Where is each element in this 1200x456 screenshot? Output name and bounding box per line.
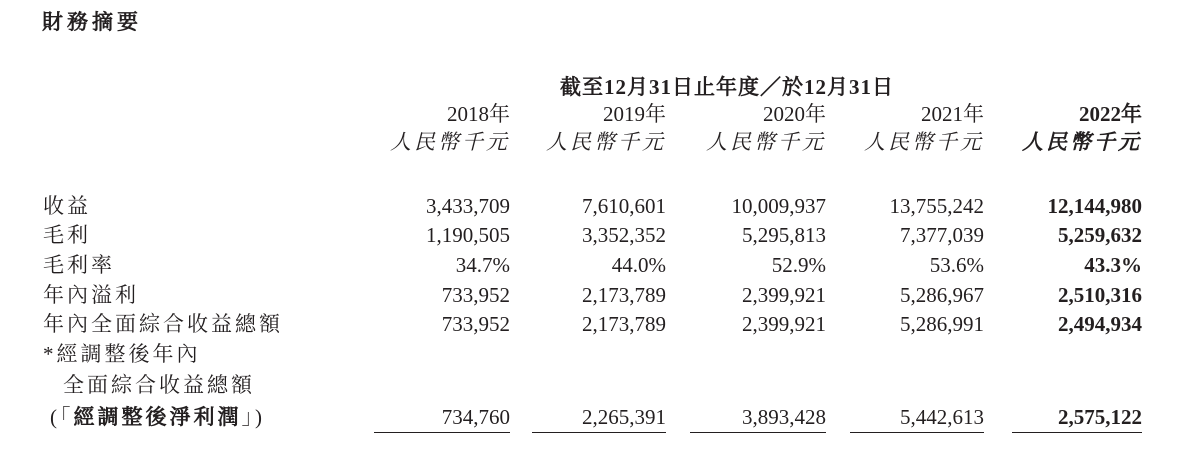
underline-2022 — [1012, 432, 1142, 433]
row-label-adjusted-line2: 全面綜合收益總額 — [63, 373, 255, 397]
year-label: 2018年 — [447, 102, 510, 126]
cell-revenue-2019: 7,610,601 — [582, 194, 666, 218]
underline-2020 — [690, 432, 826, 433]
unit-label: 人民幣千元 — [864, 130, 984, 154]
cell-revenue-2020: 10,009,937 — [731, 194, 826, 218]
period-header: 截至12月31日止年度／於12月31日 — [560, 75, 894, 99]
cell-profit-2019: 2,173,789 — [582, 283, 666, 307]
cell-adjusted-2022: 2,575,122 — [1058, 405, 1142, 429]
cell-gross-profit-2019: 3,352,352 — [582, 223, 666, 247]
cell-total-income-2019: 2,173,789 — [582, 312, 666, 336]
cell-gross-margin-2021: 53.6% — [929, 253, 984, 277]
cell-gross-profit-2018: 1,190,505 — [426, 223, 510, 247]
cell-total-income-2022: 2,494,934 — [1058, 312, 1142, 336]
underline-2019 — [532, 432, 666, 433]
underline-2021 — [850, 432, 984, 433]
cell-gross-margin-2019: 44.0% — [611, 253, 666, 277]
cell-adjusted-2019: 2,265,391 — [582, 405, 666, 429]
year-label: 2022年 — [1079, 102, 1142, 126]
year-label: 2021年 — [921, 102, 984, 126]
row-label-adjusted-line3 — [50, 404, 265, 430]
row-label-total-comprehensive-income: 年內全面綜合收益總額 — [43, 312, 283, 336]
unit-label: 人民幣千元 — [390, 130, 510, 154]
cell-total-income-2021: 5,286,991 — [900, 312, 984, 336]
bracket-open: (「 — [50, 405, 74, 429]
row-label-profit-for-year: 年內溢利 — [43, 283, 139, 307]
year-label: 2020年 — [763, 102, 826, 126]
column-header-2018 — [390, 100, 510, 156]
cell-revenue-2018: 3,433,709 — [426, 194, 510, 218]
year-label: 2019年 — [603, 102, 666, 126]
bracket-close: 」) — [241, 405, 265, 429]
cell-revenue-2022: 12,144,980 — [1047, 194, 1142, 218]
cell-profit-2020: 2,399,921 — [742, 283, 826, 307]
cell-revenue-2021: 13,755,242 — [889, 194, 984, 218]
column-header-2021 — [864, 100, 984, 156]
underline-2018 — [374, 432, 510, 433]
cell-profit-2018: 733,952 — [441, 283, 510, 307]
cell-gross-margin-2018: 34.7% — [455, 253, 510, 277]
column-header-2022 — [1022, 100, 1142, 156]
unit-label: 人民幣千元 — [1022, 130, 1142, 154]
row-label-adjusted-line1: *經調整後年內 — [43, 342, 201, 366]
row-label-gross-margin: 毛利率 — [43, 253, 115, 277]
cell-gross-profit-2022: 5,259,632 — [1058, 223, 1142, 247]
cell-adjusted-2021: 5,442,613 — [900, 405, 984, 429]
adjusted-net-profit-label: 經調整後淨利潤 — [73, 405, 242, 429]
cell-adjusted-2020: 3,893,428 — [742, 405, 826, 429]
unit-label: 人民幣千元 — [546, 130, 666, 154]
row-label-revenue: 收益 — [43, 194, 91, 218]
unit-label: 人民幣千元 — [706, 130, 826, 154]
cell-adjusted-2018: 734,760 — [441, 405, 510, 429]
column-header-2020 — [706, 100, 826, 156]
cell-gross-profit-2021: 7,377,039 — [900, 223, 984, 247]
cell-profit-2022: 2,510,316 — [1058, 283, 1142, 307]
cell-gross-margin-2020: 52.9% — [771, 253, 826, 277]
cell-total-income-2018: 733,952 — [441, 312, 510, 336]
cell-total-income-2020: 2,399,921 — [742, 312, 826, 336]
cell-gross-profit-2020: 5,295,813 — [742, 223, 826, 247]
column-header-2019 — [546, 100, 666, 156]
page-title: 財務摘要 — [42, 10, 142, 34]
row-label-gross-profit: 毛利 — [43, 223, 91, 247]
cell-gross-margin-2022: 43.3% — [1084, 253, 1142, 277]
cell-profit-2021: 5,286,967 — [900, 283, 984, 307]
